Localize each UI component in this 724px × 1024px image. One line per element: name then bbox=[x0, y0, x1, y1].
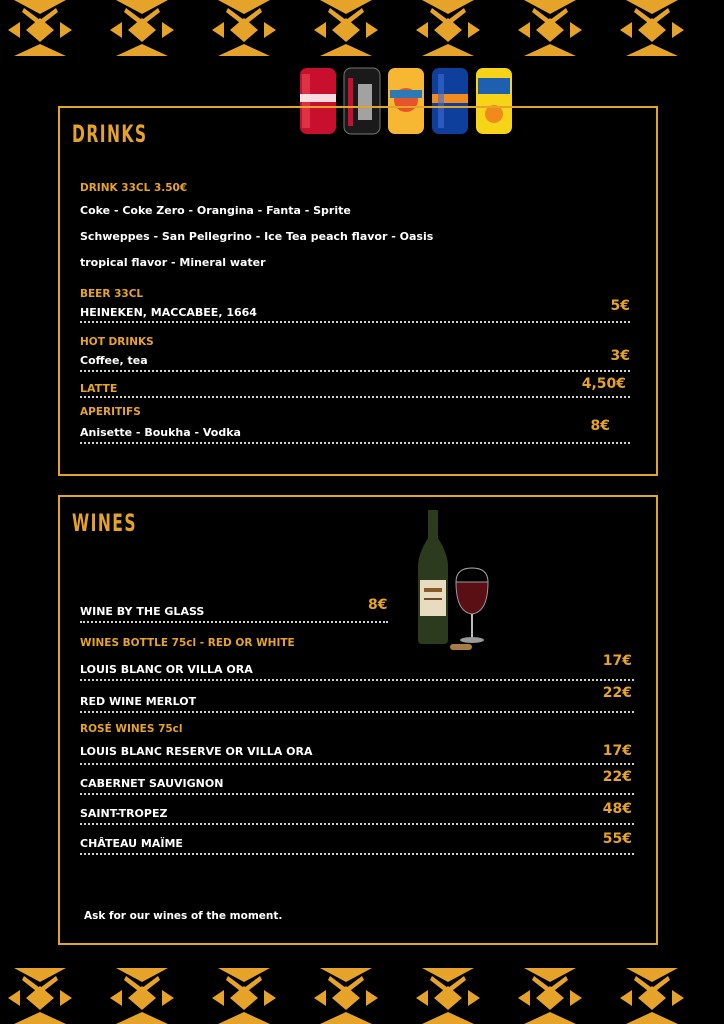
beer-label: BEER 33CL bbox=[80, 288, 144, 300]
latte-price: 4,50€ bbox=[581, 376, 626, 392]
hot-drinks-divider bbox=[80, 370, 630, 372]
latte-divider bbox=[80, 396, 630, 398]
bottle-item-1-price: 17€ bbox=[602, 653, 632, 669]
rose-item-1-divider bbox=[80, 763, 634, 765]
rose-item-2-divider bbox=[80, 793, 634, 795]
hot-drinks-label: HOT DRINKS bbox=[80, 336, 154, 348]
beer-price: 5€ bbox=[610, 298, 630, 314]
wines-title: WINES bbox=[72, 509, 137, 537]
rose-item-2-price: 22€ bbox=[602, 769, 632, 785]
rose-item-4-divider bbox=[80, 853, 634, 855]
rose-label: ROSÉ WINES 75cl bbox=[80, 723, 183, 735]
bottle-label: WINES BOTTLE 75cl - RED OR WHITE bbox=[80, 637, 295, 649]
rose-item-3-name: SAINT-TROPEZ bbox=[80, 807, 168, 820]
aperitifs-label: APERITIFS bbox=[80, 406, 141, 418]
rose-item-4-price: 55€ bbox=[602, 831, 632, 847]
bottom-pattern-border bbox=[0, 968, 724, 1024]
rose-item-1-price: 17€ bbox=[602, 743, 632, 759]
drink33-line-2: Schweppes - San Pellegrino - Ice Tea peach flavor - Oasis bbox=[80, 230, 434, 243]
top-pattern-border bbox=[0, 0, 724, 56]
wine-glass-label: WINE BY THE GLASS bbox=[80, 605, 205, 618]
bottle-item-2-price: 22€ bbox=[602, 685, 632, 701]
wine-glass-price: 8€ bbox=[368, 597, 388, 613]
drinks-panel bbox=[58, 106, 658, 476]
drink33-line-3: tropical flavor - Mineral water bbox=[80, 256, 266, 269]
bottle-item-1-name: LOUIS BLANC OR VILLA ORA bbox=[80, 663, 253, 676]
wines-note: Ask for our wines of the moment. bbox=[84, 910, 283, 922]
drink33-line-1: Coke - Coke Zero - Orangina - Fanta - Sprite bbox=[80, 204, 351, 217]
beer-divider bbox=[80, 321, 630, 323]
bottle-item-2-divider bbox=[80, 711, 634, 713]
bottle-item-1-divider bbox=[80, 679, 634, 681]
rose-item-2-name: CABERNET SAUVIGNON bbox=[80, 777, 224, 790]
bottle-item-2-name: RED WINE MERLOT bbox=[80, 695, 197, 708]
wine-glass-divider bbox=[80, 621, 388, 623]
drinks-title: DRINKS bbox=[72, 120, 148, 148]
aperitifs-divider bbox=[80, 442, 630, 444]
drink33-label: DRINK 33CL 3.50€ bbox=[80, 182, 188, 194]
hot-drinks-price: 3€ bbox=[610, 348, 630, 364]
aperitifs-items: Anisette - Boukha - Vodka bbox=[80, 426, 241, 439]
hot-drinks-items: Coffee, tea bbox=[80, 354, 148, 367]
rose-item-4-name: CHÂTEAU MAÏME bbox=[80, 837, 183, 850]
beer-items: HEINEKEN, MACCABEE, 1664 bbox=[80, 306, 257, 319]
wines-panel bbox=[58, 495, 658, 945]
rose-item-1-name: LOUIS BLANC RESERVE OR VILLA ORA bbox=[80, 745, 313, 758]
latte-label: LATTE bbox=[80, 382, 118, 395]
rose-item-3-price: 48€ bbox=[602, 801, 632, 817]
rose-item-3-divider bbox=[80, 823, 634, 825]
aperitifs-price: 8€ bbox=[590, 418, 610, 434]
